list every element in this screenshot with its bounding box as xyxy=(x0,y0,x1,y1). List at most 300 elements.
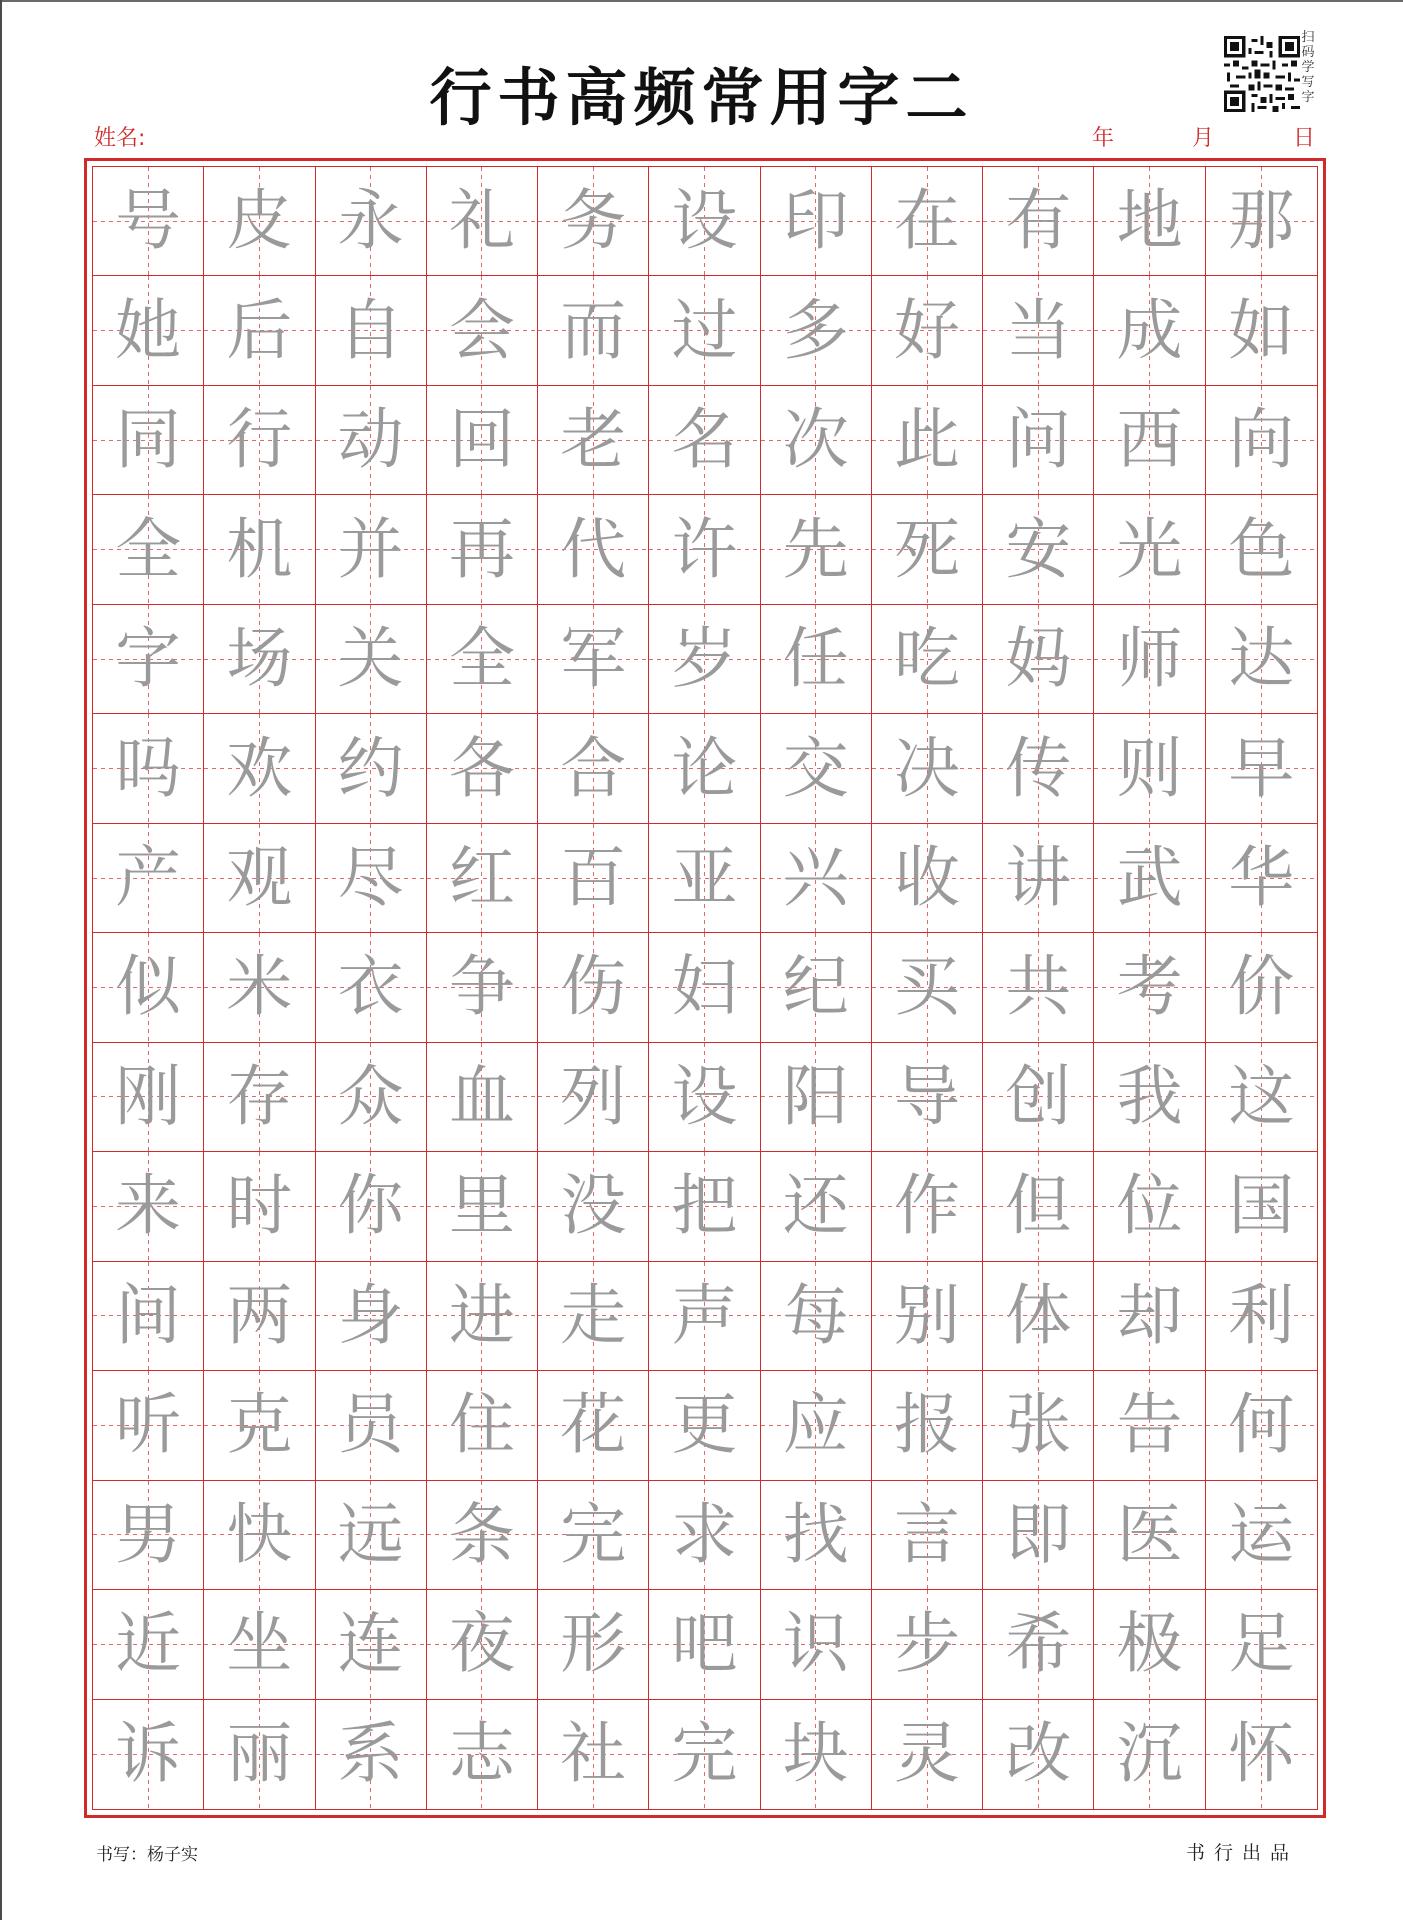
practice-cell xyxy=(872,1590,983,1699)
practice-cell xyxy=(316,714,427,823)
character-glyph: 走 xyxy=(560,1276,627,1354)
character-glyph: 国 xyxy=(1228,1167,1295,1245)
character-glyph: 死 xyxy=(894,510,961,588)
practice-cell xyxy=(93,824,204,933)
character-glyph: 条 xyxy=(448,1495,515,1573)
practice-cell xyxy=(761,1590,872,1699)
practice-cell xyxy=(538,1700,649,1809)
character-glyph: 西 xyxy=(1116,401,1183,479)
practice-cell xyxy=(1206,714,1317,823)
character-glyph: 尽 xyxy=(337,839,404,917)
character-glyph: 吧 xyxy=(671,1605,738,1683)
practice-cell xyxy=(316,1043,427,1152)
character-glyph: 张 xyxy=(1005,1386,1072,1464)
character-glyph: 再 xyxy=(448,510,515,588)
practice-cell xyxy=(1094,495,1205,604)
character-glyph: 早 xyxy=(1228,729,1295,807)
character-glyph: 机 xyxy=(226,510,293,588)
practice-cell xyxy=(761,1043,872,1152)
practice-cell xyxy=(427,386,538,495)
practice-cell xyxy=(872,1043,983,1152)
character-glyph: 约 xyxy=(337,729,404,807)
practice-cell xyxy=(204,1371,315,1480)
practice-cell xyxy=(761,824,872,933)
character-glyph: 自 xyxy=(337,291,404,369)
character-glyph: 字 xyxy=(115,620,182,698)
character-glyph: 回 xyxy=(448,401,515,479)
practice-cell xyxy=(538,1043,649,1152)
character-glyph: 但 xyxy=(1005,1167,1072,1245)
practice-cell xyxy=(983,276,1094,385)
practice-cell xyxy=(1094,1700,1205,1809)
practice-cell xyxy=(538,1481,649,1590)
practice-cell xyxy=(761,276,872,385)
practice-cell xyxy=(872,824,983,933)
character-glyph: 求 xyxy=(671,1495,738,1573)
practice-cell xyxy=(427,1371,538,1480)
practice-cell xyxy=(204,605,315,714)
practice-cell xyxy=(872,386,983,495)
character-glyph: 我 xyxy=(1116,1057,1183,1135)
character-glyph: 坐 xyxy=(226,1605,293,1683)
practice-cell xyxy=(649,1481,760,1590)
practice-cell xyxy=(649,1371,760,1480)
character-glyph: 何 xyxy=(1228,1386,1295,1464)
character-glyph: 住 xyxy=(448,1386,515,1464)
practice-cell xyxy=(427,167,538,276)
character-glyph: 沉 xyxy=(1116,1715,1183,1793)
practice-cell xyxy=(204,495,315,604)
practice-cell xyxy=(1094,167,1205,276)
character-glyph: 百 xyxy=(560,839,627,917)
practice-cell xyxy=(427,605,538,714)
practice-cell xyxy=(983,1262,1094,1371)
practice-cell xyxy=(427,1590,538,1699)
practice-cell xyxy=(93,605,204,714)
character-glyph: 兴 xyxy=(782,839,849,917)
character-glyph: 阳 xyxy=(782,1057,849,1135)
character-glyph: 共 xyxy=(1005,948,1072,1026)
character-glyph: 丽 xyxy=(226,1715,293,1793)
character-glyph: 永 xyxy=(337,182,404,260)
practice-cell xyxy=(538,167,649,276)
character-glyph: 传 xyxy=(1005,729,1072,807)
practice-cell xyxy=(872,167,983,276)
character-glyph: 在 xyxy=(894,182,961,260)
character-glyph: 刚 xyxy=(115,1057,182,1135)
practice-cell xyxy=(1206,167,1317,276)
practice-cell xyxy=(983,1590,1094,1699)
character-glyph: 皮 xyxy=(226,182,293,260)
character-glyph: 后 xyxy=(226,291,293,369)
practice-cell xyxy=(204,933,315,1042)
practice-cell xyxy=(649,276,760,385)
character-glyph: 别 xyxy=(894,1276,961,1354)
practice-cell xyxy=(983,1700,1094,1809)
practice-cell xyxy=(872,1371,983,1480)
publisher-credit: 书行出品 xyxy=(1186,1842,1299,1864)
practice-cell xyxy=(761,495,872,604)
character-glyph: 讲 xyxy=(1005,839,1072,917)
character-glyph: 运 xyxy=(1228,1495,1295,1573)
character-glyph: 身 xyxy=(337,1276,404,1354)
character-glyph: 她 xyxy=(115,291,182,369)
practice-cell xyxy=(983,933,1094,1042)
character-glyph: 告 xyxy=(1116,1386,1183,1464)
practice-cell xyxy=(204,1590,315,1699)
character-glyph: 吃 xyxy=(894,620,961,698)
character-glyph: 足 xyxy=(1228,1605,1295,1683)
practice-cell xyxy=(872,495,983,604)
character-glyph: 却 xyxy=(1116,1276,1183,1354)
practice-cell xyxy=(872,605,983,714)
practice-cell xyxy=(427,1152,538,1261)
practice-cell xyxy=(316,1481,427,1590)
practice-cell xyxy=(761,1700,872,1809)
practice-cell xyxy=(761,1371,872,1480)
practice-cell xyxy=(761,605,872,714)
character-glyph: 光 xyxy=(1116,510,1183,588)
practice-cell xyxy=(93,1152,204,1261)
date-year-label: 年 xyxy=(1092,126,1115,151)
character-glyph: 位 xyxy=(1116,1167,1183,1245)
character-glyph: 两 xyxy=(226,1276,293,1354)
character-glyph: 男 xyxy=(115,1495,182,1573)
character-glyph: 报 xyxy=(894,1386,961,1464)
practice-cell xyxy=(1094,1152,1205,1261)
practice-cell xyxy=(93,714,204,823)
practice-cell xyxy=(538,933,649,1042)
character-glyph: 夜 xyxy=(448,1605,515,1683)
character-glyph: 代 xyxy=(560,510,627,588)
practice-cell xyxy=(93,1371,204,1480)
character-glyph: 务 xyxy=(560,182,627,260)
character-glyph: 系 xyxy=(337,1715,404,1793)
practice-cell xyxy=(649,1590,760,1699)
character-glyph: 任 xyxy=(782,620,849,698)
character-glyph: 交 xyxy=(782,729,849,807)
character-glyph: 次 xyxy=(782,401,849,479)
practice-cell xyxy=(1206,1371,1317,1480)
practice-cell xyxy=(1206,1043,1317,1152)
practice-cell xyxy=(1206,1152,1317,1261)
character-glyph: 则 xyxy=(1116,729,1183,807)
character-glyph: 价 xyxy=(1228,948,1295,1026)
practice-cell xyxy=(204,824,315,933)
practice-cell xyxy=(427,276,538,385)
practice-cell xyxy=(204,167,315,276)
character-glyph: 导 xyxy=(894,1057,961,1135)
practice-cell xyxy=(538,276,649,385)
character-glyph: 改 xyxy=(1005,1715,1072,1793)
character-glyph: 识 xyxy=(782,1605,849,1683)
character-glyph: 先 xyxy=(782,510,849,588)
practice-cell xyxy=(649,1152,760,1261)
character-glyph: 买 xyxy=(894,948,961,1026)
practice-cell xyxy=(316,1262,427,1371)
character-glyph: 诉 xyxy=(115,1715,182,1793)
character-glyph: 并 xyxy=(337,510,404,588)
character-glyph: 过 xyxy=(671,291,738,369)
character-glyph: 衣 xyxy=(337,948,404,1026)
character-glyph: 步 xyxy=(894,1605,961,1683)
character-glyph: 即 xyxy=(1005,1495,1072,1573)
practice-cell xyxy=(427,495,538,604)
character-glyph: 里 xyxy=(448,1167,515,1245)
practice-cell xyxy=(538,386,649,495)
practice-cell xyxy=(316,1371,427,1480)
character-glyph: 更 xyxy=(671,1386,738,1464)
practice-cell xyxy=(93,167,204,276)
character-glyph: 来 xyxy=(115,1167,182,1245)
character-glyph: 欢 xyxy=(226,729,293,807)
practice-cell xyxy=(427,824,538,933)
practice-cell xyxy=(93,1262,204,1371)
character-glyph: 连 xyxy=(337,1605,404,1683)
practice-cell xyxy=(872,1262,983,1371)
date-day-label: 日 xyxy=(1293,126,1316,151)
practice-cell xyxy=(427,1700,538,1809)
practice-cell xyxy=(316,1700,427,1809)
character-glyph: 伤 xyxy=(560,948,627,1026)
practice-cell xyxy=(427,933,538,1042)
practice-cell xyxy=(316,386,427,495)
character-glyph: 员 xyxy=(337,1386,404,1464)
character-glyph: 问 xyxy=(1005,401,1072,479)
practice-cell xyxy=(538,714,649,823)
practice-cell xyxy=(649,386,760,495)
character-glyph: 各 xyxy=(448,729,515,807)
name-field-label: 姓名: xyxy=(94,126,146,151)
practice-cell xyxy=(427,1262,538,1371)
character-glyph: 军 xyxy=(560,620,627,698)
practice-cell xyxy=(1094,605,1205,714)
character-glyph: 进 xyxy=(448,1276,515,1354)
character-glyph: 完 xyxy=(560,1495,627,1573)
character-glyph: 全 xyxy=(448,620,515,698)
character-glyph: 克 xyxy=(226,1386,293,1464)
practice-cell xyxy=(1206,276,1317,385)
practice-cell xyxy=(93,1590,204,1699)
practice-cell xyxy=(649,933,760,1042)
character-glyph: 纪 xyxy=(782,948,849,1026)
character-glyph: 设 xyxy=(671,1057,738,1135)
character-glyph: 听 xyxy=(115,1386,182,1464)
practice-cell xyxy=(1206,933,1317,1042)
character-glyph: 合 xyxy=(560,729,627,807)
character-glyph: 声 xyxy=(671,1276,738,1354)
character-glyph: 米 xyxy=(226,948,293,1026)
character-glyph: 安 xyxy=(1005,510,1072,588)
practice-cell xyxy=(1206,1700,1317,1809)
character-glyph: 成 xyxy=(1116,291,1183,369)
practice-cell xyxy=(204,1481,315,1590)
practice-cell xyxy=(761,1481,872,1590)
practice-cell xyxy=(983,1481,1094,1590)
character-glyph: 极 xyxy=(1116,1605,1183,1683)
character-glyph: 关 xyxy=(337,620,404,698)
character-glyph: 那 xyxy=(1228,182,1295,260)
character-glyph: 名 xyxy=(671,401,738,479)
character-glyph: 争 xyxy=(448,948,515,1026)
character-glyph: 此 xyxy=(894,401,961,479)
character-glyph: 时 xyxy=(226,1167,293,1245)
date-month-label: 月 xyxy=(1192,126,1215,151)
qr-code-icon xyxy=(1224,36,1300,112)
practice-cell xyxy=(538,824,649,933)
qr-caption: 扫码学写字 xyxy=(1301,30,1315,105)
practice-cell xyxy=(1094,824,1205,933)
page-title: 行书高频常用字二 xyxy=(429,61,974,134)
character-glyph: 每 xyxy=(782,1276,849,1354)
practice-cell xyxy=(538,605,649,714)
practice-cell xyxy=(1094,1043,1205,1152)
character-glyph: 妇 xyxy=(671,948,738,1026)
character-glyph: 达 xyxy=(1228,620,1295,698)
character-glyph: 动 xyxy=(337,401,404,479)
practice-cell xyxy=(649,605,760,714)
character-glyph: 列 xyxy=(560,1057,627,1135)
practice-cell xyxy=(983,1152,1094,1261)
character-glyph: 多 xyxy=(782,291,849,369)
writer-credit: 书写：杨子实 xyxy=(96,1845,198,1865)
character-glyph: 志 xyxy=(448,1715,515,1793)
practice-cell xyxy=(204,1152,315,1261)
practice-cell xyxy=(316,933,427,1042)
character-glyph: 产 xyxy=(115,839,182,917)
character-glyph: 灵 xyxy=(894,1715,961,1793)
character-glyph: 当 xyxy=(1005,291,1072,369)
practice-cell xyxy=(204,714,315,823)
practice-cell xyxy=(872,714,983,823)
practice-cell xyxy=(649,824,760,933)
character-glyph: 同 xyxy=(115,401,182,479)
character-glyph: 向 xyxy=(1228,401,1295,479)
character-glyph: 众 xyxy=(337,1057,404,1135)
practice-cell xyxy=(1094,933,1205,1042)
character-glyph: 礼 xyxy=(448,182,515,260)
practice-cell xyxy=(204,386,315,495)
practice-cell xyxy=(983,1371,1094,1480)
character-glyph: 考 xyxy=(1116,948,1183,1026)
practice-cell xyxy=(983,605,1094,714)
practice-cell xyxy=(649,1043,760,1152)
character-glyph: 怀 xyxy=(1228,1715,1295,1793)
practice-cell xyxy=(983,495,1094,604)
character-glyph: 创 xyxy=(1005,1057,1072,1135)
practice-cell xyxy=(316,276,427,385)
practice-cell xyxy=(316,495,427,604)
practice-cell xyxy=(1094,1590,1205,1699)
character-glyph: 有 xyxy=(1005,182,1072,260)
practice-cell xyxy=(649,167,760,276)
character-glyph: 华 xyxy=(1228,839,1295,917)
practice-cell xyxy=(649,1262,760,1371)
character-glyph: 体 xyxy=(1005,1276,1072,1354)
character-glyph: 印 xyxy=(782,182,849,260)
practice-cell xyxy=(93,495,204,604)
practice-cell xyxy=(538,1152,649,1261)
practice-cell xyxy=(1206,1262,1317,1371)
character-glyph: 利 xyxy=(1228,1276,1295,1354)
practice-cell xyxy=(1094,714,1205,823)
practice-cell xyxy=(427,714,538,823)
practice-cell xyxy=(983,1043,1094,1152)
practice-cell xyxy=(983,167,1094,276)
practice-cell xyxy=(983,386,1094,495)
character-glyph: 论 xyxy=(671,729,738,807)
practice-cell xyxy=(204,276,315,385)
character-glyph: 会 xyxy=(448,291,515,369)
character-glyph: 设 xyxy=(671,182,738,260)
practice-cell xyxy=(316,605,427,714)
practice-grid xyxy=(92,166,1318,1810)
character-glyph: 快 xyxy=(226,1495,293,1573)
character-glyph: 全 xyxy=(115,510,182,588)
character-glyph: 块 xyxy=(782,1715,849,1793)
practice-cell xyxy=(872,933,983,1042)
character-glyph: 吗 xyxy=(115,729,182,807)
character-glyph: 亚 xyxy=(671,839,738,917)
character-glyph: 收 xyxy=(894,839,961,917)
character-glyph: 血 xyxy=(448,1057,515,1135)
practice-cell xyxy=(649,495,760,604)
character-glyph: 而 xyxy=(560,291,627,369)
page-left-edge xyxy=(0,0,2,1920)
character-glyph: 红 xyxy=(448,839,515,917)
practice-cell xyxy=(538,1590,649,1699)
practice-cell xyxy=(761,1262,872,1371)
practice-cell xyxy=(1206,495,1317,604)
character-glyph: 好 xyxy=(894,291,961,369)
practice-cell xyxy=(872,1700,983,1809)
practice-cell xyxy=(983,824,1094,933)
practice-cell xyxy=(649,1700,760,1809)
character-glyph: 存 xyxy=(226,1057,293,1135)
practice-cell xyxy=(1094,386,1205,495)
practice-cell xyxy=(761,933,872,1042)
practice-cell xyxy=(93,386,204,495)
practice-cell xyxy=(93,276,204,385)
character-glyph: 色 xyxy=(1228,510,1295,588)
practice-cell xyxy=(761,1152,872,1261)
practice-cell xyxy=(761,386,872,495)
practice-cell xyxy=(538,1262,649,1371)
practice-cell xyxy=(649,714,760,823)
practice-cell xyxy=(316,824,427,933)
practice-cell xyxy=(204,1043,315,1152)
practice-cell xyxy=(872,1152,983,1261)
page-top-edge xyxy=(0,0,1403,2)
practice-cell xyxy=(93,933,204,1042)
practice-cell xyxy=(761,167,872,276)
character-glyph: 如 xyxy=(1228,291,1295,369)
practice-cell xyxy=(93,1481,204,1590)
practice-cell xyxy=(427,1043,538,1152)
character-glyph: 地 xyxy=(1116,182,1183,260)
practice-cell xyxy=(761,714,872,823)
character-glyph: 武 xyxy=(1116,839,1183,917)
character-glyph: 把 xyxy=(671,1167,738,1245)
character-glyph: 场 xyxy=(226,620,293,698)
character-glyph: 你 xyxy=(337,1167,404,1245)
character-glyph: 岁 xyxy=(671,620,738,698)
character-glyph: 完 xyxy=(671,1715,738,1793)
practice-cell xyxy=(1094,1481,1205,1590)
practice-cell xyxy=(1094,1262,1205,1371)
practice-cell xyxy=(1206,1481,1317,1590)
character-glyph: 还 xyxy=(782,1167,849,1245)
